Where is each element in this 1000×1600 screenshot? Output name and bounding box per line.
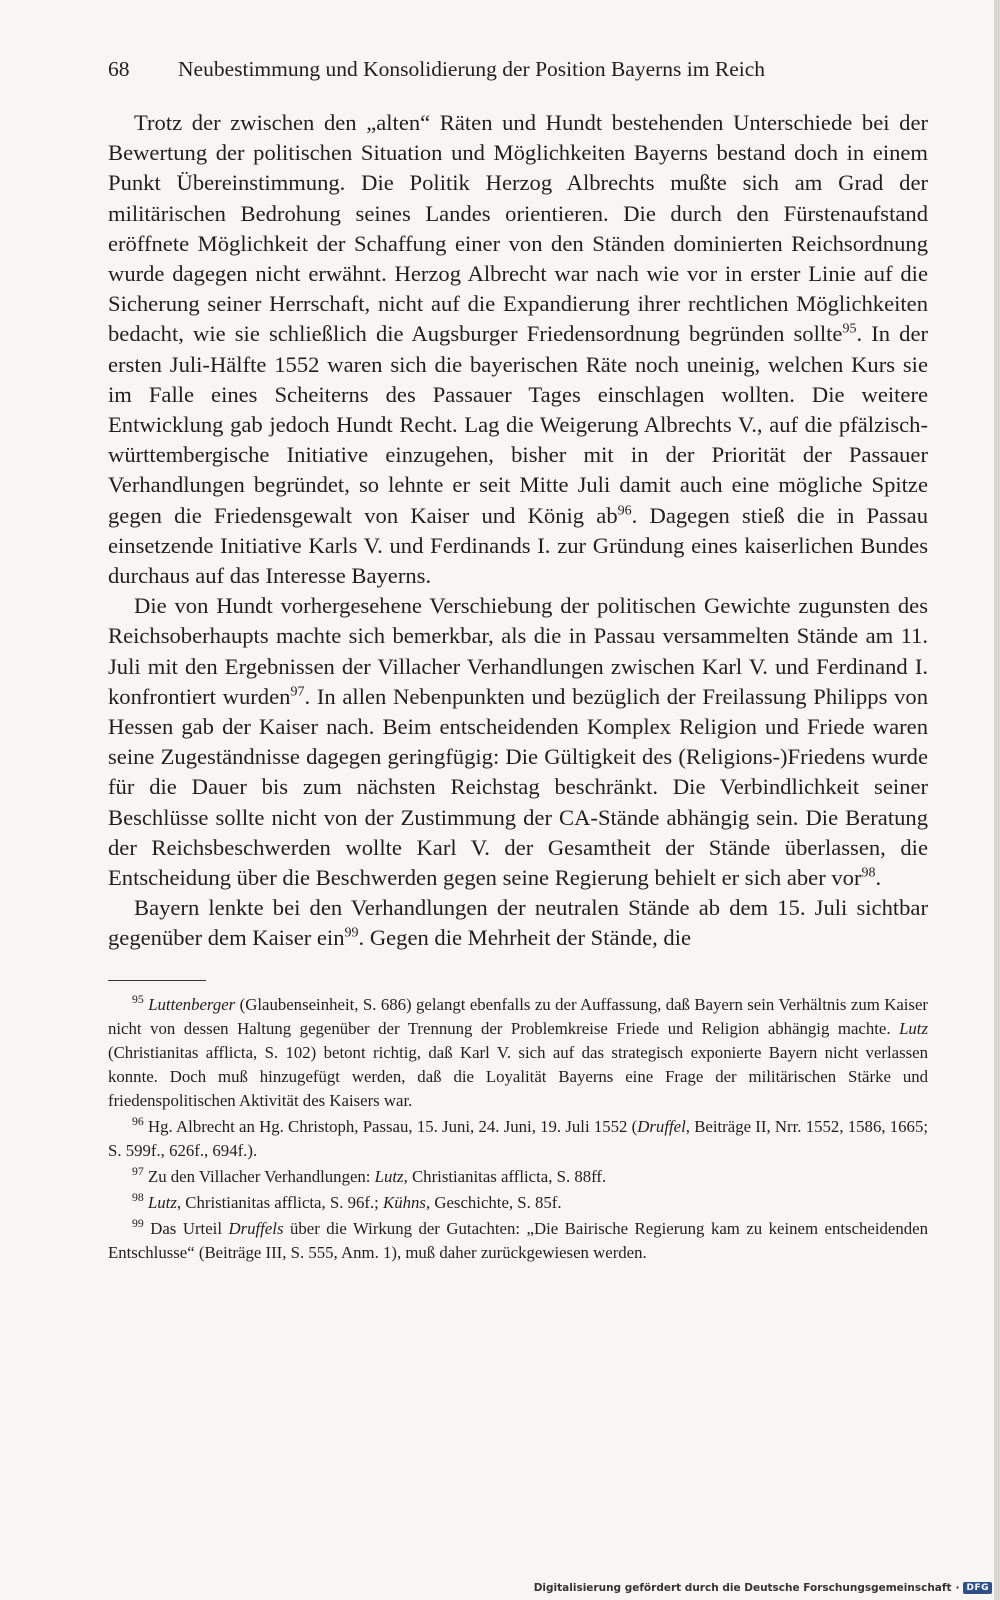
footnote-ref[interactable]: 99 xyxy=(344,926,359,942)
footnote-ref[interactable]: 96 xyxy=(617,503,632,519)
footnote-text: , Christianitas afflicta, S. 96f.; xyxy=(176,1192,384,1212)
author-name: Luttenberger xyxy=(148,994,236,1014)
footnote-text: Zu den Villacher Verhandlungen: xyxy=(143,1166,375,1186)
footnote-number: 97 xyxy=(132,1164,144,1178)
text-run: Bayern lenkte bei den Verhandlungen der neutralen Stände ab dem 15. Juli sichtbar gegenüber dem Kaiser ein xyxy=(108,895,928,951)
text-run: . xyxy=(875,865,882,891)
footnote-text: über die Wirkung der Gutachten: „Die Bairische Regierung kam zu keinem entscheidenden Entschlusse“ (Beiträge III, S. 555, Anm. 1), muß daher zurückgewiesen werden. xyxy=(108,1218,928,1262)
footnote-95 xyxy=(108,993,928,1113)
footnote-99 xyxy=(108,1217,928,1265)
separator: · xyxy=(955,1582,960,1594)
main-text xyxy=(108,108,928,954)
running-header xyxy=(108,52,928,86)
running-title: Neubestimmung und Konsolidierung der Position Bayerns im Reich xyxy=(178,57,766,81)
text-run: . In allen Nebenpunkten und bezüglich der Freilassung Philipps von Hessen gab der Kaiser nach. Beim entscheidenden Komplex Religion und Friede waren seine Zugeständnisse dagegen geringfügig: Die Gültigkeit des (Religions-)Friedens wurde für die Dauer bis zum nächsten Reichstag beschränkt. Die Verbindlichkeit seiner Beschlüsse sollte nicht von der Zustimmung der CA-Stände abhängig sein. Die Beratung der Reichsbeschwerden wollte Karl V. der Gesamtheit der Stände überlassen, die Entscheidung über die Beschwerden gegen seine Regierung behielt er sich aber vor xyxy=(108,683,929,891)
footnote-text: (Christianitas afflicta, S. 102) betont richtig, daß Karl V. sich auf das strategisch exponierte Bayern nicht verlassen konnte. Doch muß hinzugefügt werden, daß die Loyalität Bayerns eine Frage der militärischen Stärke und friedenspolitischen Aktivität des Kaisers war. xyxy=(108,1042,928,1110)
text-run: . In der ersten Juli-Hälfte 1552 waren sich die bayerischen Räte noch uneinig, welchen Kurs sie im Falle eines Scheiterns des Passauer Tages einschlagen wollten. Die weitere Entwicklung gab jedoch Hundt Recht. Lag die Weigerung Albrechts V., auf die pfälzisch-württembergische Initiative einzugehen, bisher mit in der Priorität der Passauer Verhandlungen begründet, so lehnte er seit Mitte Juli damit auch eine mögliche Spitze gegen die Friedensgewalt von Kaiser und König ab xyxy=(108,321,928,528)
footnote-text: Das Urteil xyxy=(143,1218,229,1238)
footnote-96 xyxy=(108,1115,928,1163)
text-run: . Dagegen stieß die in Passau einsetzende Initiative Karls V. und Ferdinands I. zur Gründung eines kaiserlichen Bundes durchaus auf das Interesse Bayerns. xyxy=(108,502,928,589)
author-name: Kühns xyxy=(383,1192,426,1212)
author-name: Lutz xyxy=(899,1018,928,1038)
footnote-97 xyxy=(108,1165,928,1189)
footnote-98 xyxy=(108,1191,928,1215)
footnotes xyxy=(108,993,928,1265)
author-name: Druffels xyxy=(228,1218,284,1238)
paragraph-2 xyxy=(108,591,928,893)
author-name: Druffel xyxy=(637,1116,686,1136)
author-name: Lutz xyxy=(374,1166,404,1186)
paragraph-1 xyxy=(108,108,928,591)
page-number: 68 xyxy=(108,57,130,81)
credit-text: Digitalisierung gefördert durch die Deutsche Forschungsgemeinschaft xyxy=(533,1582,952,1594)
text-run: Trotz der zwischen den „alten“ Räten und Hundt bestehenden Unterschiede bei der Bewertung der politischen Situation und Möglichkeiten Bayerns bestand doch in einem Punkt Übereinstimmung. Die Politik Herzog Albrechts mußte sich am Grad der militärischen Bedrohung seines Landes orientieren. Die durch den Fürstenaufstand eröffnete Möglichkeit der Schaffung einer von den Ständen dominierten Reichsordnung wurde dagegen nicht erwähnt. Herzog Albrecht war nach wie vor in erster Linie auf die Sicherung seiner Herrschaft, nicht auf die Expandierung ihrer rechtlichen Möglichkeiten bedacht, wie sie schließlich die Augsburger Friedensordnung begründen sollte xyxy=(108,110,928,347)
footnote-number: 99 xyxy=(132,1216,144,1230)
footnote-ref[interactable]: 95 xyxy=(842,322,857,338)
paragraph-3 xyxy=(108,893,928,953)
footnote-text: , Beiträge II, Nrr. 1552, 1586, 1665; S. 599f., 626f., 694f.). xyxy=(108,1116,929,1160)
digitization-credit xyxy=(534,1582,992,1594)
footnote-number: 96 xyxy=(132,1114,144,1128)
footnote-divider xyxy=(108,980,206,981)
footnote-number: 95 xyxy=(132,992,144,1006)
footnote-text: , Christianitas afflicta, S. 88ff. xyxy=(403,1166,607,1186)
text-run: . Gegen die Mehrheit der Stände, die xyxy=(358,925,692,951)
text-run: Die von Hundt vorhergesehene Verschiebung der politischen Gewichte zugunsten des Reichsoberhaupts machte sich bemerkbar, als die in Passau versammelten Stände am 11. Juli mit den Ergebnissen der Villacher Verhandlungen zwischen Karl V. und Ferdinand I. konfrontiert wurden xyxy=(108,593,928,709)
book-page xyxy=(108,52,928,1267)
footnote-text: (Glaubenseinheit, S. 686) gelangt ebenfalls zu der Auffassung, daß Bayern sein Verhältnis zum Kaiser nicht von dessen Haltung gegenüber der Trennung der Problemkreise Friede und Religion abhängig machte. xyxy=(108,994,929,1038)
footnote-number: 98 xyxy=(132,1190,144,1204)
footnote-ref[interactable]: 98 xyxy=(861,865,876,881)
footnote-ref[interactable]: 97 xyxy=(290,684,305,700)
author-name: Lutz xyxy=(147,1192,177,1212)
footnote-text: Hg. Albrecht an Hg. Christoph, Passau, 15. Juni, 24. Juni, 19. Juli 1552 ( xyxy=(143,1116,638,1136)
footnote-text: , Geschichte, S. 85f. xyxy=(425,1192,562,1212)
page-edge-shadow xyxy=(994,0,1000,1600)
dfg-logo-icon: DFG xyxy=(963,1582,992,1594)
